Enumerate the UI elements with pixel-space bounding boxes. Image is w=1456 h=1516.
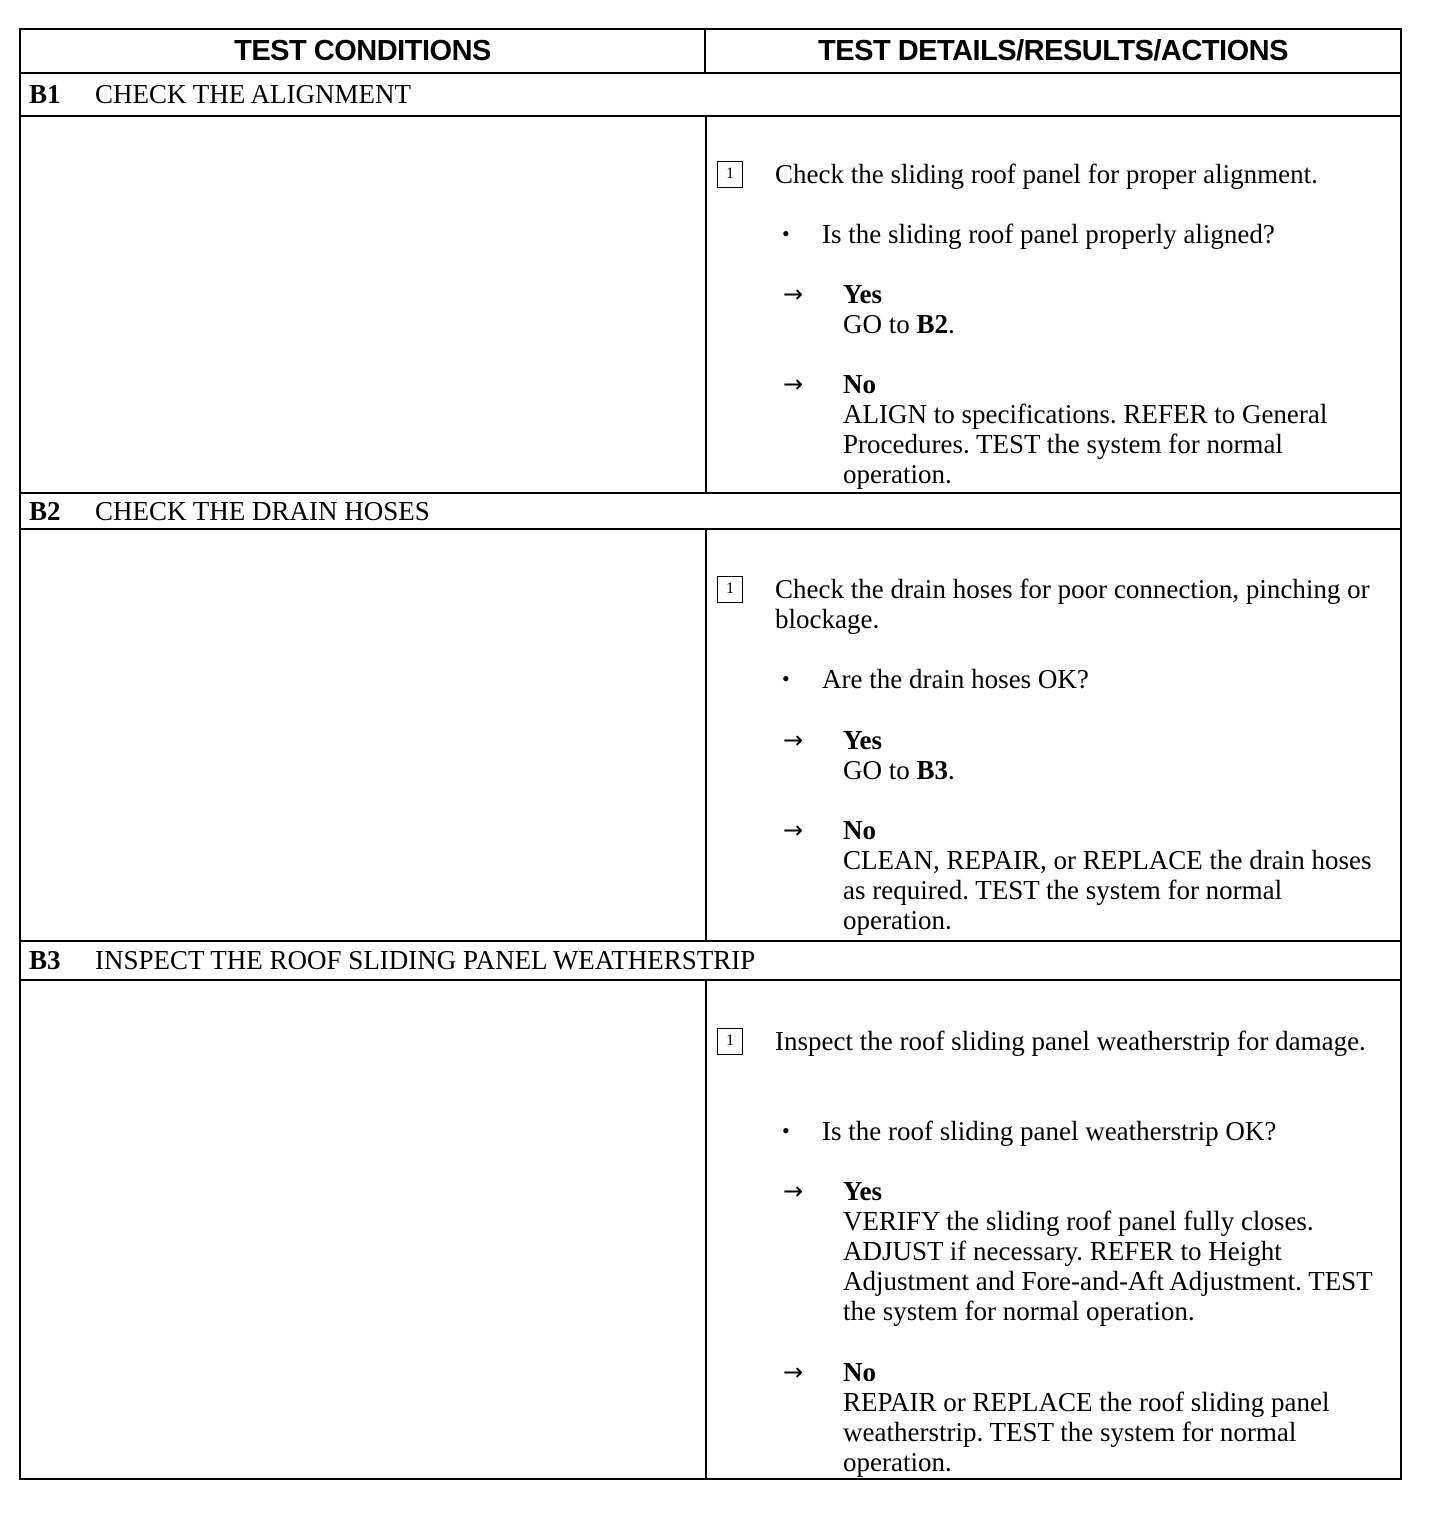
- test-details-cell: [707, 981, 1400, 1478]
- arrow-right-icon: →: [783, 726, 804, 754]
- section-b1-title: [21, 74, 1400, 117]
- section-title-text: CHECK THE ALIGNMENT: [95, 79, 411, 109]
- step-text: Check the sliding roof panel for proper alignment.: [775, 159, 1318, 189]
- arrow-right-icon: →: [783, 280, 804, 308]
- step-text: Inspect the roof sliding panel weatherstrip for damage.: [775, 1026, 1366, 1056]
- answer-text: VERIFY the sliding roof panel fully closes. ADJUST if necessary. REFER to Height Adjustment and Fore-and-Aft Adjustment. TEST the system for normal operation.: [843, 1206, 1373, 1326]
- answer-label: Yes: [843, 725, 882, 755]
- arrow-right-icon: →: [783, 1358, 804, 1386]
- goto-prefix: GO to: [843, 755, 917, 785]
- arrow-right-icon: →: [783, 1177, 804, 1205]
- section-id: B3: [29, 945, 61, 975]
- answer-label: No: [843, 1357, 876, 1387]
- answer-text: [843, 309, 1394, 339]
- question-text: Are the drain hoses OK?: [822, 664, 1089, 694]
- answer-label: Yes: [843, 279, 882, 309]
- test-conditions-cell: [21, 117, 707, 492]
- answer-text: REPAIR or REPLACE the roof sliding panel weatherstrip. TEST the system for normal operation.: [843, 1387, 1330, 1477]
- bullet-icon: •: [782, 221, 790, 246]
- step-number-box: 1: [717, 576, 743, 603]
- section-b3-body: [21, 981, 1400, 1478]
- goto-suffix: .: [948, 755, 955, 785]
- header-test-conditions: TEST CONDITIONS: [21, 30, 706, 72]
- test-conditions-cell: [21, 530, 707, 940]
- section-b2-body: [21, 530, 1400, 940]
- arrow-right-icon: →: [783, 370, 804, 398]
- section-b2-title: [21, 492, 1400, 530]
- answer-label: No: [843, 815, 876, 845]
- test-details-cell: [707, 117, 1400, 492]
- test-conditions-cell: [21, 981, 707, 1478]
- goto-ref: B2: [916, 309, 949, 339]
- answer-text: CLEAN, REPAIR, or REPLACE the drain hoses as required. TEST the system for normal operation.: [843, 845, 1372, 935]
- arrow-right-icon: →: [783, 816, 804, 844]
- answer-label: No: [843, 369, 876, 399]
- table-header: [21, 30, 1400, 74]
- goto-prefix: GO to: [843, 309, 917, 339]
- step-number-box: 1: [717, 161, 743, 188]
- section-id: B1: [29, 79, 61, 109]
- question-text: Is the sliding roof panel properly aligned?: [822, 219, 1275, 249]
- bullet-icon: •: [782, 1118, 790, 1143]
- answer-label: Yes: [843, 1176, 882, 1206]
- section-title-text: INSPECT THE ROOF SLIDING PANEL WEATHERSTRIP: [95, 945, 756, 975]
- test-details-cell: [707, 530, 1400, 940]
- goto-suffix: .: [948, 309, 955, 339]
- step-number-box: 1: [717, 1028, 743, 1055]
- answer-text: ALIGN to specifications. REFER to General Procedures. TEST the system for normal operation.: [843, 399, 1328, 489]
- answer-text: [843, 755, 1394, 785]
- section-id: B2: [29, 495, 61, 526]
- diagnostic-table: [19, 28, 1402, 1480]
- step-text: Check the drain hoses for poor connection, pinching or blockage.: [775, 574, 1370, 634]
- section-title-text: CHECK THE DRAIN HOSES: [95, 495, 430, 526]
- header-test-details: TEST DETAILS/RESULTS/ACTIONS: [818, 34, 1288, 67]
- bullet-icon: •: [782, 666, 790, 691]
- section-b1-body: [21, 117, 1400, 492]
- section-b3-title: [21, 940, 1400, 981]
- question-text: Is the roof sliding panel weatherstrip OK?: [822, 1116, 1277, 1146]
- goto-ref: B3: [916, 755, 949, 785]
